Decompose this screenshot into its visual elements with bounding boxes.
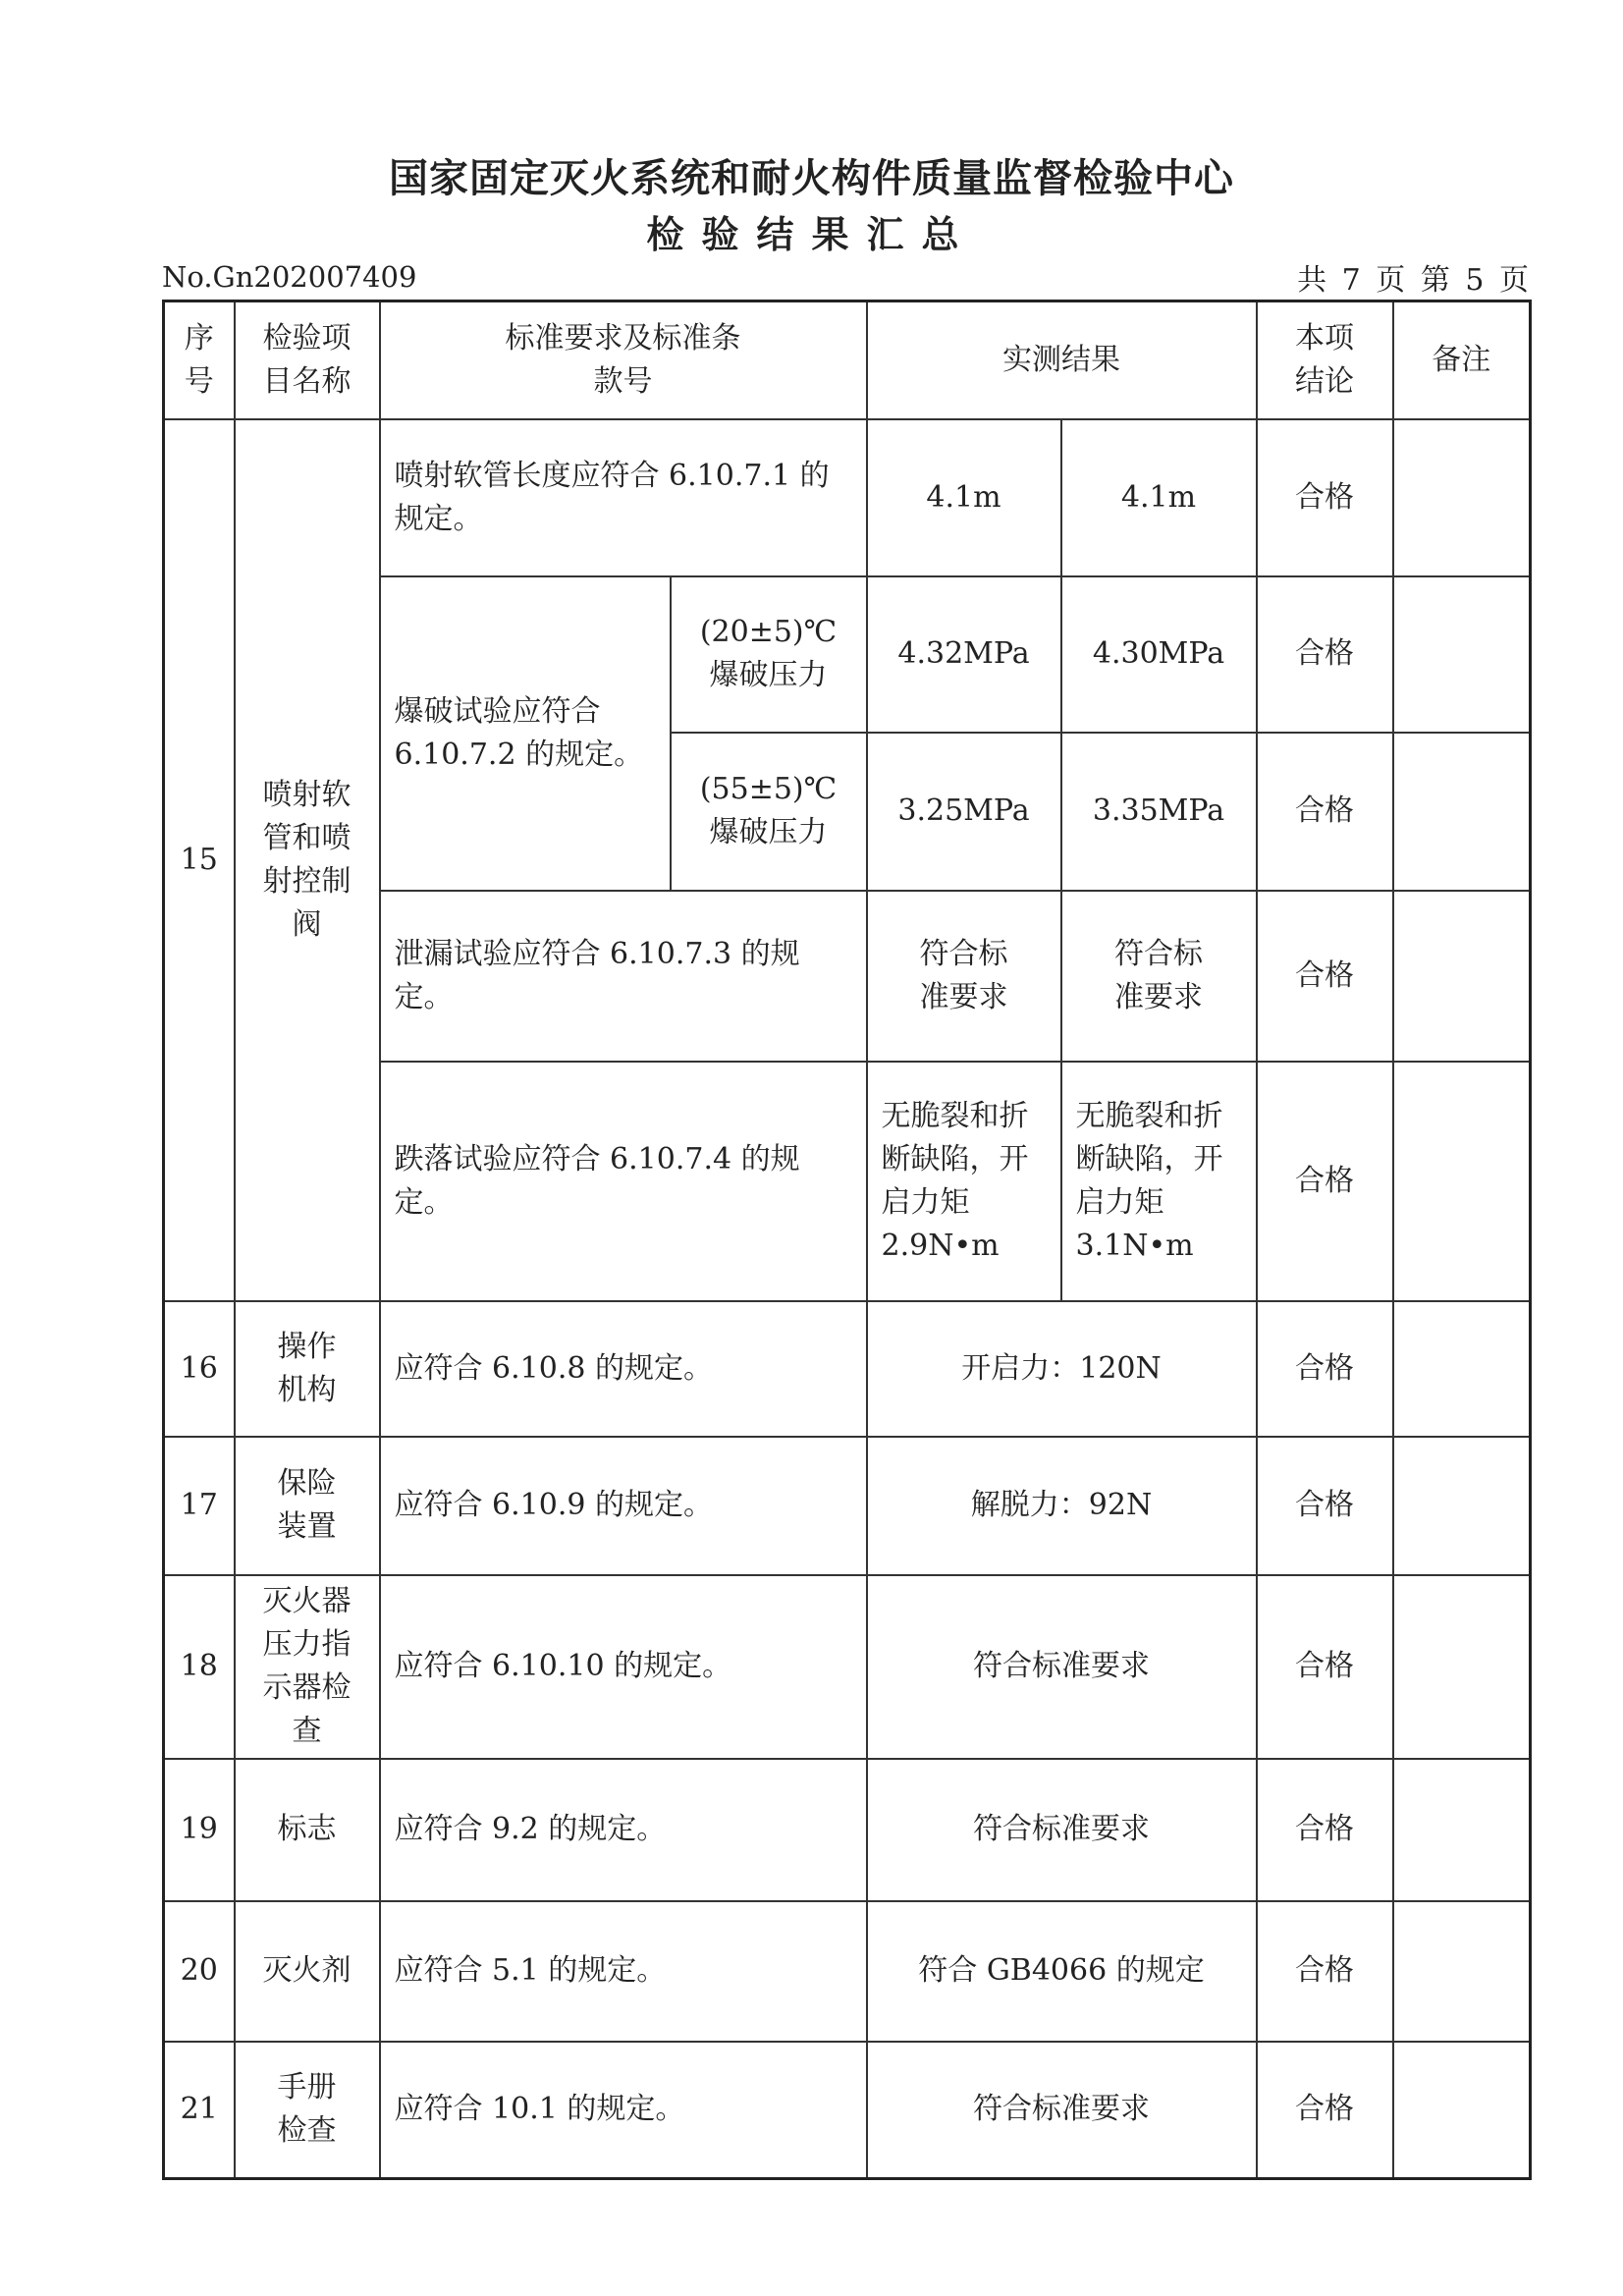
table-row [164,1759,1531,1901]
req-cell: 应符合 6.10.9 的规定。 [380,1437,867,1575]
remark-cell [1393,1301,1531,1437]
result-cell: 符合 GB4066 的规定 [867,1901,1257,2042]
conclusion-cell: 合格 [1257,1901,1393,2042]
value-cell: 4.32MPa [867,576,1061,733]
conclusion-cell: 合格 [1257,1437,1393,1575]
result-cell: 开启力：120N [867,1301,1257,1437]
result-cell: 解脱力：92N [867,1437,1257,1575]
seq-cell: 19 [164,1759,235,1901]
remark-cell [1393,891,1531,1062]
conclusion-cell: 合格 [1257,2042,1393,2179]
table-row [164,1575,1531,1759]
req-cell: 爆破试验应符合 6.10.7.2 的规定。 [380,576,671,891]
table-row [164,1901,1531,2042]
seq-cell: 21 [164,2042,235,2179]
remark-cell [1393,1901,1531,2042]
req-cell: 喷射软管长度应符合 6.10.7.1 的规定。 [380,419,867,576]
result-cell: 符合标准要求 [867,1759,1257,1901]
value-cell: 符合标准要求 [867,891,1061,1062]
table-row [164,1437,1531,1575]
document-title: 国家固定灭火系统和耐火构件质量监督检验中心 [389,155,1234,201]
item-cell: 喷射软管和喷射控制阀 [235,419,380,1301]
table-row [164,419,1531,576]
req-cell: 应符合 6.10.10 的规定。 [380,1575,867,1759]
document-number: No.Gn202007409 [162,260,417,294]
col-conclusion: 本项结论 [1257,301,1393,419]
result-cell: 符合标准要求 [867,1575,1257,1759]
value-cell: 3.35MPa [1061,733,1257,891]
table-row [164,1301,1531,1437]
value-cell: 无脆裂和折断缺陷，开启力矩 3.1N•m [1061,1062,1257,1301]
document-subtitle: 检验结果汇总 [646,212,977,256]
req-cell: 应符合 5.1 的规定。 [380,1901,867,2042]
seq-cell: 18 [164,1575,235,1759]
value-cell: 无脆裂和折断缺陷，开启力矩 2.9N•m [867,1062,1061,1301]
col-result: 实测结果 [867,301,1257,419]
remark-cell [1393,1437,1531,1575]
value-cell: 3.25MPa [867,733,1061,891]
results-table [162,300,1532,2180]
req-cell: 应符合 9.2 的规定。 [380,1759,867,1901]
condition-cell: (20±5)℃ 爆破压力 [671,576,867,733]
remark-cell [1393,1062,1531,1301]
seq-cell: 15 [164,419,235,1301]
table-row [164,2042,1531,2179]
value-cell: 符合标准要求 [1061,891,1257,1062]
remark-cell [1393,576,1531,733]
seq-cell: 20 [164,1901,235,2042]
item-cell: 手册检查 [235,2042,380,2179]
remark-cell [1393,1575,1531,1759]
conclusion-cell: 合格 [1257,1301,1393,1437]
req-cell: 跌落试验应符合 6.10.7.4 的规定。 [380,1062,867,1301]
page-info: 共 7 页 第 5 页 [1297,263,1529,298]
conclusion-cell: 合格 [1257,419,1393,576]
item-cell: 灭火剂 [235,1901,380,2042]
remark-cell [1393,2042,1531,2179]
conclusion-cell: 合格 [1257,733,1393,891]
result-cell: 符合标准要求 [867,2042,1257,2179]
remark-cell [1393,733,1531,891]
value-cell: 4.1m [867,419,1061,576]
col-remark: 备注 [1393,301,1531,419]
remark-cell [1393,1759,1531,1901]
conclusion-cell: 合格 [1257,891,1393,1062]
col-seq: 序号 [164,301,235,419]
remark-cell [1393,419,1531,576]
conclusion-cell: 合格 [1257,1062,1393,1301]
req-cell: 应符合 6.10.8 的规定。 [380,1301,867,1437]
item-cell: 标志 [235,1759,380,1901]
item-cell: 操作机构 [235,1301,380,1437]
seq-cell: 16 [164,1301,235,1437]
item-cell: 保险装置 [235,1437,380,1575]
value-cell: 4.1m [1061,419,1257,576]
conclusion-cell: 合格 [1257,1759,1393,1901]
seq-cell: 17 [164,1437,235,1575]
col-req: 标准要求及标准条款号 [380,301,867,419]
condition-cell: (55±5)℃ 爆破压力 [671,733,867,891]
header-row [164,301,1531,419]
col-item: 检验项目名称 [235,301,380,419]
req-cell: 应符合 10.1 的规定。 [380,2042,867,2179]
req-cell: 泄漏试验应符合 6.10.7.3 的规定。 [380,891,867,1062]
value-cell: 4.30MPa [1061,576,1257,733]
conclusion-cell: 合格 [1257,1575,1393,1759]
item-cell: 灭火器压力指示器检查 [235,1575,380,1759]
conclusion-cell: 合格 [1257,576,1393,733]
